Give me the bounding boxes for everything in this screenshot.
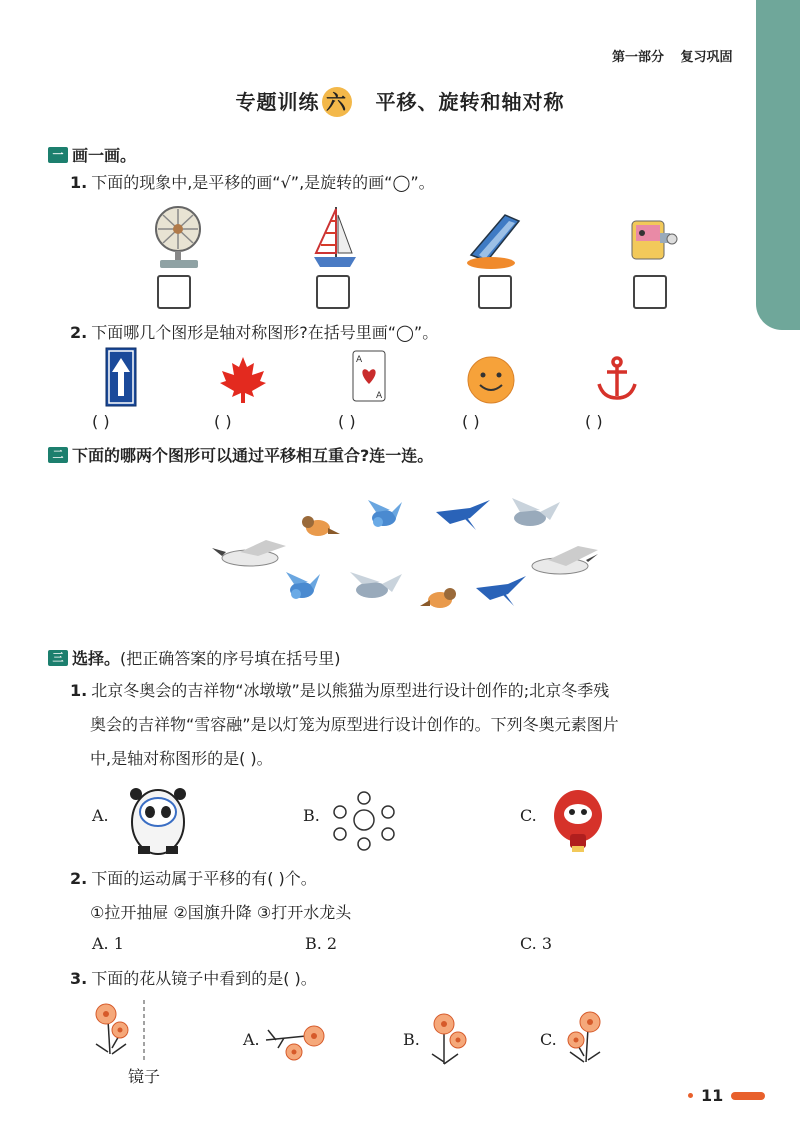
bluebird-icon-2 — [286, 572, 320, 599]
mirror-label: 镜子 — [128, 1067, 161, 1086]
page-dot-icon — [688, 1093, 693, 1098]
s3-q1-num: 1. — [70, 681, 88, 700]
s3-q3-num: 3. — [70, 969, 88, 988]
bluebird-icon-1 — [368, 500, 402, 527]
s3-q1-option-b[interactable]: B. — [303, 806, 320, 825]
s3-q2-choices: ①拉开抽屉 ②国旗升降 ③打开水龙头 — [90, 903, 352, 922]
sparrow-icon-1 — [302, 516, 340, 536]
sparrow-icon-2 — [420, 588, 456, 608]
paren-3[interactable]: ( ) — [338, 412, 356, 431]
s3-q1 — [70, 674, 750, 776]
goose-icon-1 — [212, 540, 286, 566]
paren-5[interactable]: ( ) — [585, 412, 603, 431]
s1-q2-text: 下面哪几个图形是轴对称图形?在括号里画“◯”。 — [91, 323, 439, 342]
title-topic: 平移、旋转和轴对称 — [375, 90, 565, 114]
swallow-icon-1 — [436, 500, 490, 530]
svg-text:A: A — [356, 355, 363, 365]
pigeon-icon-1 — [512, 498, 560, 526]
snowflake-icon — [328, 790, 400, 850]
s3-q2-option-c[interactable]: C. 3 — [520, 934, 553, 953]
paren-1[interactable]: ( ) — [92, 412, 110, 431]
s3-q3-option-c[interactable]: C. — [540, 1030, 557, 1049]
s3-q3 — [70, 962, 317, 996]
paren-4[interactable]: ( ) — [462, 412, 480, 431]
s1-q1-text: 下面的现象中,是平移的画“√”,是旋转的画“◯”。 — [91, 173, 435, 192]
page-number-text: 11 — [701, 1086, 724, 1105]
s1-q1-num: 1. — [70, 173, 88, 192]
s3-q1-line-1: 北京冬奥会的吉祥物“冰墩墩”是以熊猫为原型进行设计创作的;北京冬季残 — [91, 681, 610, 700]
s3-q2-option-b[interactable]: B. 2 — [305, 934, 338, 953]
flower-option-c-icon — [562, 1008, 612, 1066]
section-3-heading — [48, 646, 341, 669]
s3-q1-option-c[interactable]: C. — [520, 806, 537, 825]
page-bar-icon — [731, 1092, 765, 1100]
bing-dwen-dwen-icon — [122, 784, 194, 856]
header-section: 复习巩固 — [680, 50, 733, 65]
page-number — [688, 1086, 765, 1105]
title-prefix: 专题训练 — [235, 90, 320, 114]
pigeon-icon-2 — [350, 572, 402, 598]
shuey-rhon-rhon-icon — [548, 784, 612, 856]
flower-option-a-icon — [262, 1018, 332, 1064]
paren-2[interactable]: ( ) — [214, 412, 232, 431]
s3-q2 — [70, 862, 317, 896]
flower-option-b-icon — [422, 1010, 472, 1066]
swallow-icon-2 — [476, 576, 526, 606]
header-part: 第一部分 — [612, 50, 665, 65]
section-3-note: (把正确答案的序号填在括号里) — [120, 649, 341, 668]
s3-q3-text: 下面的花从镜子中看到的是( )。 — [91, 969, 317, 988]
s1-q2-num: 2. — [70, 323, 88, 342]
title-number-badge: 六 — [322, 87, 352, 117]
svg-text:A: A — [376, 391, 383, 401]
section-3-marker: 三 — [48, 650, 68, 666]
s3-q1-line-3: 中,是轴对称图形的是( )。 — [90, 749, 273, 768]
section-1-marker: 一 — [48, 147, 68, 163]
s3-q2-text: 下面的运动属于平移的有( )个。 — [91, 869, 317, 888]
flower-original-icon — [86, 1000, 166, 1066]
s3-q2-option-a[interactable]: A. 1 — [92, 934, 124, 953]
section-2-title: 下面的哪两个图形可以通过平移相互重合?连一连。 — [72, 446, 434, 465]
s3-q3-option-a[interactable]: A. — [243, 1030, 260, 1049]
section-2-marker: 二 — [48, 447, 68, 463]
s3-q3-option-b[interactable]: B. — [403, 1030, 420, 1049]
section-3-title: 选择。 — [72, 649, 121, 668]
s3-q1-line-2: 奥会的吉祥物“雪容融”是以灯笼为原型进行设计创作的。下列冬奥元素图片 — [90, 715, 619, 734]
s3-q2-num: 2. — [70, 869, 88, 888]
s3-q1-option-a[interactable]: A. — [92, 806, 109, 825]
goose-icon-2 — [532, 546, 598, 574]
section-1-title: 画一画。 — [72, 146, 137, 165]
